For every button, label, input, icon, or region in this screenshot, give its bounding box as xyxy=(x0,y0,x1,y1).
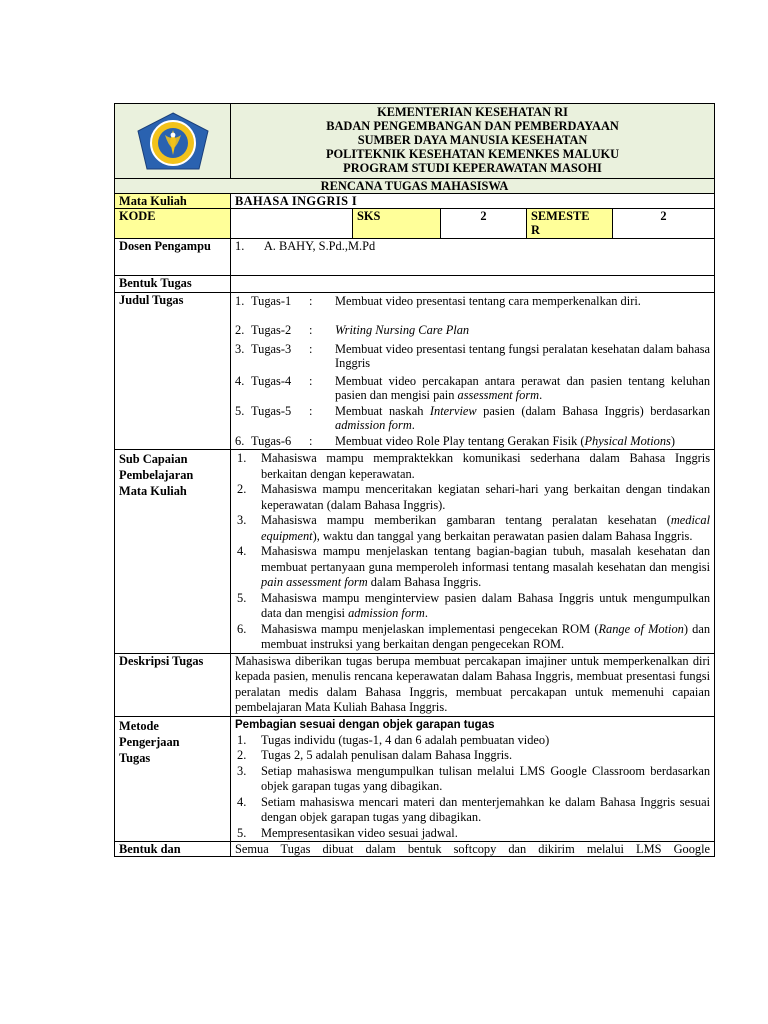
task-separator: : xyxy=(309,404,313,418)
list-text: Setiap mahasiswa mengumpulkan tulisan melalui LMS Google Classroom berdasarkan objek garapan tugas yang dibagikan. xyxy=(261,763,711,793)
task-item xyxy=(235,404,710,432)
semester-value: 2 xyxy=(613,209,715,239)
task-description-text: . xyxy=(539,388,543,402)
task-description-text: pasien (dalam Bahasa Inggris) berdasarkan xyxy=(476,404,711,418)
list-item xyxy=(235,748,710,764)
list-text-italic: medical equipment xyxy=(261,513,711,543)
list-number: 5. xyxy=(237,825,247,840)
task-separator: : xyxy=(309,374,313,388)
list-text: Mahasiswa mampu menjelaskan implementasi pengecekan ROM ( xyxy=(261,621,599,636)
task-description-italic: Interview xyxy=(429,404,477,418)
header-row xyxy=(115,104,715,179)
task-description: Membuat video presentasi tentang fungsi peralatan kesehatan dalam bahasa Inggris xyxy=(335,342,711,370)
task-separator: : xyxy=(309,342,313,356)
judul-tugas-list xyxy=(231,293,715,450)
sub-capaian-row xyxy=(115,450,715,654)
metode-label xyxy=(115,716,231,842)
list-number: 6. xyxy=(237,621,247,636)
header-line-5: PROGRAM STUDI KEPERAWATAN MASOHI xyxy=(343,161,602,175)
task-description-italic: Physical Motions xyxy=(584,434,671,448)
list-text: Tugas individu (tugas-1, 4 dan 6 adalah pembuatan video) xyxy=(261,732,550,747)
list-text-italic: Range of Motion xyxy=(598,621,684,636)
task-number: 5. xyxy=(235,404,245,418)
deskripsi-text: Mahasiswa diberikan tugas berupa membuat percakapan imajiner untuk memperkenalkan diri kepada pasien, menulis rencana keperawatan dalam Bahasa Inggris, membuat presentasi fungsi peralatan medis dalam Bahasa Inggris, membuat percakapan untuk memenuhi capaian pembelajaran Mata Kuliah Bahasa Inggris. xyxy=(231,653,715,716)
list-text-italic: pain assessment form xyxy=(261,575,368,589)
task-description xyxy=(335,323,710,337)
metode-label-line: Tugas xyxy=(119,750,151,765)
task-name: Tugas-6 xyxy=(251,434,292,448)
header-line-1: KEMENTERIAN KESEHATAN RI xyxy=(377,105,568,119)
task-description-text: . xyxy=(411,418,415,432)
dosen-value: A. BAHY, S.Pd.,M.Pd xyxy=(263,239,376,253)
task-description xyxy=(335,404,710,432)
dosen-value-cell xyxy=(231,239,715,276)
kode-row xyxy=(115,209,715,239)
list-number: 1. xyxy=(237,451,247,465)
task-number: 4. xyxy=(235,374,245,388)
task-name: Tugas-2 xyxy=(251,323,292,337)
task-description-italic: Writing Nursing Care Plan xyxy=(335,323,470,337)
task-name: Tugas-5 xyxy=(251,404,292,418)
bentuk-dan-text: Semua Tugas dibuat dalam bentuk softcopy dan dikirim melalui LMS Google xyxy=(231,842,715,857)
task-description: Membuat video presentasi tentang cara memperkenalkan diri. xyxy=(335,294,641,308)
list-item xyxy=(235,764,710,795)
mata-kuliah-label: Mata Kuliah xyxy=(115,194,231,209)
task-name: Tugas-1 xyxy=(251,294,292,308)
metode-label-line: Pengerjaan xyxy=(119,734,180,749)
task-description-italic: assessment form xyxy=(457,388,540,402)
header-line-3: SUMBER DAYA MANUSIA KESEHATAN xyxy=(357,133,588,147)
list-number: 5. xyxy=(237,590,247,605)
list-number: 3. xyxy=(237,513,247,527)
bentuk-dan-label: Bentuk dan xyxy=(115,842,231,857)
metode-list xyxy=(235,733,710,842)
list-number: 3. xyxy=(237,763,247,778)
list-item xyxy=(235,482,710,513)
list-text: ), waktu dan tanggal yang berkaitan perawatan pasien dalam Bahasa Inggris. xyxy=(312,528,693,543)
sub-capaian-label-line: Pembelajaran xyxy=(119,468,194,482)
sub-capaian-list xyxy=(235,451,710,653)
kode-value xyxy=(231,209,353,239)
institution-header xyxy=(231,104,715,179)
task-name: Tugas-3 xyxy=(251,342,292,356)
task-description-italic: admission form xyxy=(335,418,412,432)
list-text: . xyxy=(424,606,428,620)
list-text: Mahasiswa mampu menjelaskan tentang bagian-bagian tubuh, masalah kesehatan dan membuat pertanyaan guna memperoleh informasi tentang masalah kesehatan dan mengisi xyxy=(261,544,711,574)
mata-kuliah-row xyxy=(115,194,715,209)
list-item xyxy=(235,513,710,544)
task-description xyxy=(335,374,710,402)
bentuk-tugas-label: Bentuk Tugas xyxy=(115,276,231,293)
task-number: 3. xyxy=(235,342,245,356)
list-number: 1. xyxy=(237,732,247,747)
task-item xyxy=(235,323,710,337)
list-text: Mahasiswa mampu memberikan gambaran tentang peralatan kesehatan ( xyxy=(261,513,671,527)
semester-label-part2: R xyxy=(531,223,540,237)
judul-tugas-row xyxy=(115,293,715,450)
list-text: Mahasiswa mampu menceritakan kegiatan sehari-hari yang berkaitan dengan tindakan keperawatan (dalam Bahasa Inggris). xyxy=(261,482,711,512)
metode-row xyxy=(115,716,715,842)
list-item xyxy=(235,795,710,826)
task-number: 6. xyxy=(235,434,245,448)
task-separator: : xyxy=(309,294,313,308)
deskripsi-row xyxy=(115,653,715,716)
list-item xyxy=(235,733,710,749)
sub-capaian-label-line: Sub Capaian xyxy=(119,452,188,466)
task-description-text: ) xyxy=(670,434,676,448)
task-number: 1. xyxy=(235,294,245,308)
header-line-2: BADAN PENGEMBANGAN DAN PEMBERDAYAAN xyxy=(326,119,619,133)
task-separator: : xyxy=(309,434,313,448)
task-description-text: Membuat video percakapan antara perawat dan pasien tentang keluhan pasien dan mengisi pain xyxy=(335,374,711,402)
subtitle-row xyxy=(115,179,715,194)
list-text: dalam Bahasa Inggris. xyxy=(367,575,482,589)
sub-capaian-label xyxy=(115,450,231,654)
list-number: 2. xyxy=(237,748,247,762)
sks-value: 2 xyxy=(441,209,527,239)
logo-cell xyxy=(115,104,231,179)
dosen-label: Dosen Pengampu xyxy=(115,239,231,276)
list-text: Mempresentasikan video sesuai jadwal. xyxy=(261,825,458,840)
poltekkes-emblem-icon xyxy=(135,111,211,173)
kode-label: KODE xyxy=(115,209,231,239)
bentuk-tugas-value xyxy=(231,276,715,293)
task-description-text: Membuat naskah xyxy=(335,404,430,418)
task-item xyxy=(235,294,710,308)
list-item xyxy=(235,451,710,482)
sub-capaian-label-line: Mata Kuliah xyxy=(119,484,187,498)
semester-label-part1: SEMESTE xyxy=(531,209,590,223)
list-text: ) dan membuat instruksi yang berkaitan dengan pengecekan ROM. xyxy=(261,621,711,651)
list-text: Mahasiswa mampu mempraktekkan komunikasi sederhana dalam Bahasa Inggris berkaitan dengan keperawatan. xyxy=(261,451,711,481)
header-line-4: POLITEKNIK KESEHATAN KEMENKES MALUKU xyxy=(325,147,620,161)
list-text: Tugas 2, 5 adalah penulisan dalam Bahasa Inggris. xyxy=(261,748,513,762)
sks-label: SKS xyxy=(353,209,441,239)
bentuk-tugas-row xyxy=(115,276,715,293)
judul-tugas-label: Judul Tugas xyxy=(115,293,231,450)
task-number: 2. xyxy=(235,323,245,337)
task-name: Tugas-4 xyxy=(251,374,292,388)
task-description-text: Membuat video Role Play tentang Gerakan Fisik ( xyxy=(335,434,585,448)
task-separator: : xyxy=(309,323,313,337)
list-text: Setiam mahasiswa mencari materi dan menterjemahkan ke dalam Bahasa Inggris sesuai dengan objek garapan tugas yang dibagikan. xyxy=(261,794,711,824)
metode-cell xyxy=(231,716,715,842)
list-item xyxy=(235,544,710,591)
list-item xyxy=(235,826,710,842)
sub-capaian-list-cell xyxy=(231,450,715,654)
metode-label-line: Metode xyxy=(119,718,159,733)
bentuk-dan-row xyxy=(115,842,715,857)
metode-title: Pembagian sesuai dengan objek garapan tugas xyxy=(235,718,495,731)
list-item xyxy=(235,591,710,622)
list-number: 4. xyxy=(237,544,247,558)
rtm-document-table xyxy=(114,103,715,857)
dosen-number: 1. xyxy=(235,239,245,253)
task-item xyxy=(235,434,710,448)
list-number: 2. xyxy=(237,482,247,496)
dosen-row xyxy=(115,239,715,276)
list-number: 4. xyxy=(237,794,247,809)
task-item xyxy=(235,374,710,402)
mata-kuliah-value: BAHASA INGGRIS I xyxy=(231,194,715,209)
task-description xyxy=(335,434,710,448)
document-subtitle: RENCANA TUGAS MAHASISWA xyxy=(115,179,715,194)
list-text-italic: admission form xyxy=(348,606,425,620)
deskripsi-label: Deskripsi Tugas xyxy=(115,653,231,716)
list-item xyxy=(235,622,710,653)
list-text: Mahasiswa mampu menginterview pasien dalam Bahasa Inggris untuk mengumpulkan data dan mengisi xyxy=(261,590,711,620)
task-item xyxy=(235,342,710,370)
semester-label xyxy=(527,209,613,239)
